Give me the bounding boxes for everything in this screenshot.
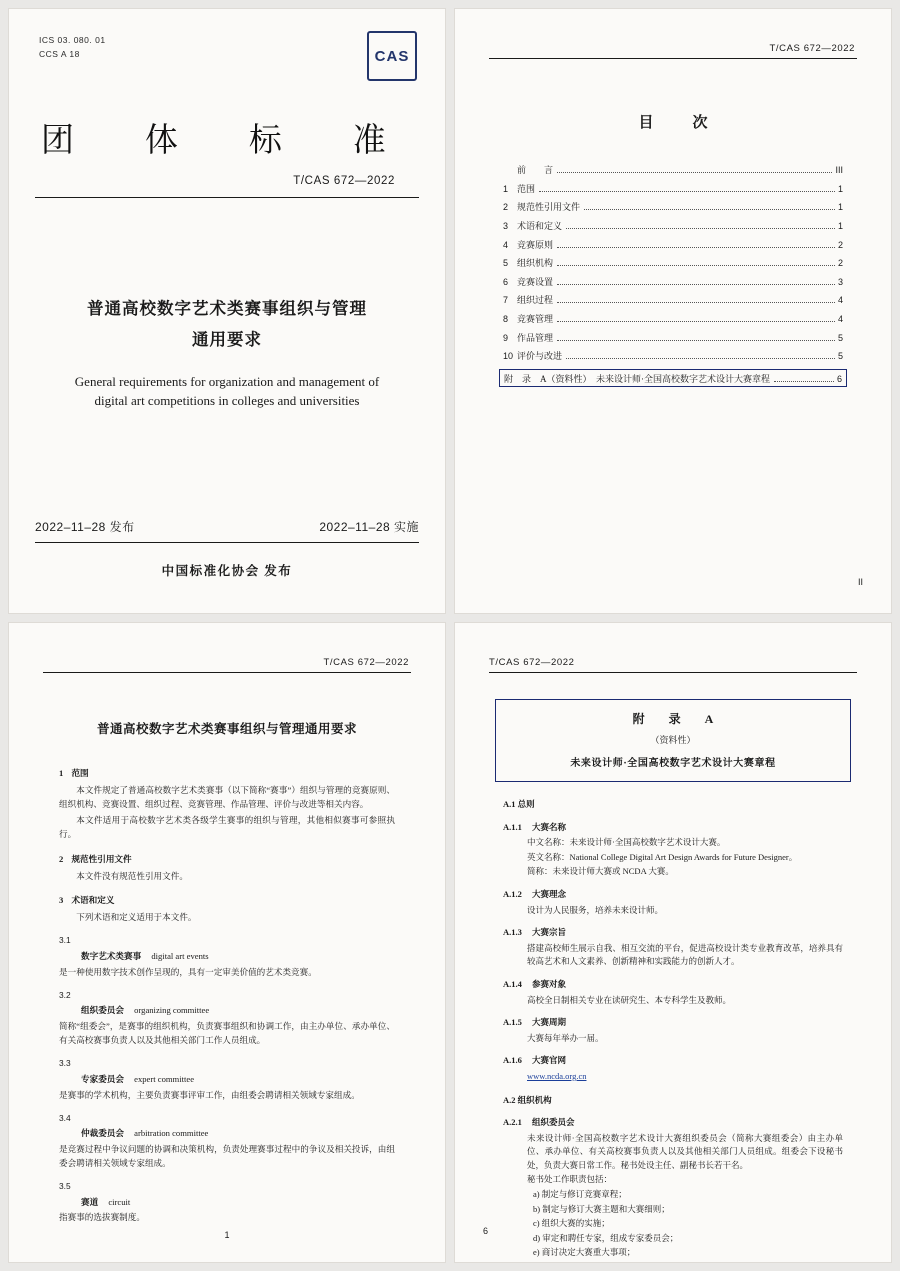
toc-label: 附 录 A（资料性） 未来设计师·全国高校数字艺术设计大赛章程 xyxy=(504,374,770,385)
annex-clause-number: A.1 xyxy=(503,799,516,809)
paragraph: 下列术语和定义适用于本文件。 xyxy=(76,912,197,923)
annex-subheading xyxy=(503,1054,843,1068)
annex-clause-title: 总则 xyxy=(517,799,535,809)
standard-number: T/CAS 672—2022 xyxy=(293,174,395,187)
cas-logo-icon xyxy=(367,31,417,81)
toc-label: 评价与改进 xyxy=(517,351,563,362)
toc-number: 1 xyxy=(503,183,509,194)
toc-leader xyxy=(557,315,835,322)
en-title-line-1: General requirements for organization and management of xyxy=(74,373,380,389)
clause-heading xyxy=(59,894,395,908)
list-item xyxy=(533,1188,843,1202)
list-item[interactable] xyxy=(503,164,843,176)
clause-title: 范围 xyxy=(71,768,89,778)
term-number: 3.1 xyxy=(59,935,71,946)
annex-heading xyxy=(503,798,843,812)
toc-leader xyxy=(557,241,835,248)
toc-page-number: 1 xyxy=(837,202,843,213)
annex-subheading xyxy=(503,1016,843,1030)
list-item[interactable] xyxy=(503,201,843,213)
annex-subheading xyxy=(503,1116,843,1130)
cas-logo-label: CAS xyxy=(374,47,410,65)
annex-subheading xyxy=(503,926,843,940)
toc-page-number: 2 xyxy=(837,258,843,269)
header-divider xyxy=(489,58,857,59)
term-name xyxy=(81,1196,395,1210)
title-divider xyxy=(35,197,419,199)
list-item xyxy=(533,1232,843,1246)
list-text: 制定与修订大赛主题和大赛细则； xyxy=(542,1203,670,1214)
paragraph: 高校全日制相关专业在读研究生、本专科学生及教师。 xyxy=(527,994,732,1005)
clause-number: 1 xyxy=(59,768,64,778)
paragraph: 本文件适用于高校数字艺术类各级学生赛事的组织与管理，其他相似赛事可参照执行。 xyxy=(59,814,395,839)
annex-clause-number: A.1.4 xyxy=(503,978,522,989)
toc-page-number: 1 xyxy=(837,220,843,231)
paragraph: 大赛每年举办一届。 xyxy=(527,1032,604,1043)
toc-page-number: 5 xyxy=(837,332,843,343)
page-number: II xyxy=(857,577,863,587)
toc-label: 组织机构 xyxy=(517,258,554,269)
list-item[interactable] xyxy=(504,373,842,385)
page-title xyxy=(41,114,419,161)
annex-clause-title: 大赛周期 xyxy=(532,1017,567,1028)
paragraph: 秘书处工作职责包括： xyxy=(527,1174,613,1185)
annex-item-list xyxy=(533,1188,843,1260)
list-item[interactable] xyxy=(503,313,843,325)
toc-number: 9 xyxy=(503,332,509,343)
list-marker: e) xyxy=(533,1247,540,1258)
header-divider xyxy=(489,672,857,673)
toc-number: 7 xyxy=(503,295,509,306)
term-name xyxy=(81,1127,395,1141)
page-title: 普通高校数字艺术类赛事组织与管理通用要求 xyxy=(96,722,357,736)
clause-heading xyxy=(59,767,395,781)
term-name-en: circuit xyxy=(108,1196,131,1207)
toc-label: 组织过程 xyxy=(517,295,554,306)
clause-title: 术语和定义 xyxy=(71,895,115,906)
term-name-en: organizing committee xyxy=(134,1005,210,1016)
toc-number: 6 xyxy=(503,276,509,287)
cn-title-line-1: 普通高校数字艺术类赛事组织与管理 xyxy=(87,299,367,319)
annex-heading xyxy=(503,1094,843,1108)
publication-divider xyxy=(35,542,419,543)
annex-clause-number: A.1.3 xyxy=(503,927,522,938)
annex-clause-title: 组织委员会 xyxy=(532,1117,575,1128)
term-name-cn: 专家委员会 xyxy=(81,1073,124,1084)
toc-list xyxy=(503,164,843,387)
annex-subheading xyxy=(503,821,843,835)
annex-clause-title: 大赛理念 xyxy=(532,888,567,899)
term-name-cn: 赛道 xyxy=(81,1196,99,1207)
toc-leader xyxy=(557,166,832,173)
toc-leader xyxy=(566,352,835,359)
paragraph: 英文名称：National College Digital Art Design Awards for Future Designer。 xyxy=(527,851,798,862)
toc-leader xyxy=(566,222,835,229)
page-number: 6 xyxy=(483,1226,489,1236)
cn-title-line-2: 通用要求 xyxy=(192,329,262,349)
clause-title: 规范性引用文件 xyxy=(71,853,132,864)
annex-title-box xyxy=(495,699,851,782)
document-page-body xyxy=(8,622,446,1263)
clause-number: 2 xyxy=(59,853,64,864)
standard-english-title xyxy=(35,372,419,411)
ccs-line-2: CCS A 18 xyxy=(39,49,80,60)
list-marker: a) xyxy=(533,1189,540,1200)
annex-clause-number: A.1.1 xyxy=(503,821,522,832)
toc-page-number: 6 xyxy=(836,374,842,385)
toc-number: 4 xyxy=(503,239,509,250)
toc-leader xyxy=(774,375,834,382)
term-name xyxy=(81,950,395,964)
title-char-2: 体 xyxy=(144,122,186,159)
en-title-line-2: digital art competitions in colleges and universities xyxy=(94,393,360,408)
document-page-cover xyxy=(8,8,446,614)
toc-number: 2 xyxy=(503,202,509,213)
toc-label: 术语和定义 xyxy=(517,220,563,231)
list-text: 审定和聘任专家，组成专家委员会； xyxy=(542,1232,679,1243)
ics-line-1: ICS 03. 080. 01 xyxy=(39,35,106,45)
term-number: 3.2 xyxy=(59,989,71,1000)
term-name-cn: 仲裁委员会 xyxy=(81,1128,124,1139)
clause-heading xyxy=(59,853,395,867)
list-marker: d) xyxy=(533,1232,541,1243)
page-number: 1 xyxy=(224,1230,230,1240)
term-definition: 是一种使用数字技术创作呈现的，具有一定审美价值的艺术类竞赛。 xyxy=(59,966,317,977)
term-name-en: digital art events xyxy=(151,950,209,961)
annex-clause-title: 大赛官网 xyxy=(532,1055,567,1066)
paragraph: 简称：未来设计师大赛或 NCDA 大赛。 xyxy=(527,866,674,877)
list-item[interactable] xyxy=(503,276,843,288)
annex-clause-title: 参赛对象 xyxy=(532,978,567,989)
toc-leader xyxy=(557,296,835,303)
page-header: T/CAS 672—2022 xyxy=(769,43,855,54)
list-item xyxy=(533,1246,843,1260)
term-definition: 指赛事的选拔赛制度。 xyxy=(59,1212,145,1223)
toc-label: 作品管理 xyxy=(517,332,554,343)
toc-leader xyxy=(584,203,835,210)
list-text: 组织大赛的实施； xyxy=(541,1218,610,1229)
annex-type: （资料性） xyxy=(650,735,696,745)
term-number: 3.4 xyxy=(59,1112,71,1123)
title-char-4: 准 xyxy=(352,122,393,159)
toc-label: 竞赛设置 xyxy=(517,276,554,287)
annex-subheading xyxy=(503,978,843,992)
document-page-annex xyxy=(454,622,892,1263)
toc-number: 10 xyxy=(503,351,514,362)
list-item[interactable] xyxy=(503,220,843,232)
annex-label: 附 录 A xyxy=(632,712,720,726)
list-item[interactable] xyxy=(503,294,843,306)
toc-number: 5 xyxy=(503,258,509,269)
page-header: T/CAS 672—2022 xyxy=(489,657,575,668)
toc-leader xyxy=(557,278,835,285)
term-name-cn: 组织委员会 xyxy=(81,1005,124,1016)
toc-label: 前 言 xyxy=(517,165,554,175)
toc-number: 8 xyxy=(503,314,509,325)
competition-website-link[interactable]: www.ncda.org.cn xyxy=(527,1070,587,1081)
list-text: 制定与修订竞赛章程； xyxy=(541,1189,627,1200)
term-definition: 是竞赛过程中争议问题的协调和决策机构，负责处理赛事过程中的争议及相关投诉，由组委会聘请相关领域专家组成。 xyxy=(59,1144,395,1169)
publish-date: 2022–11–28 发布 xyxy=(35,520,135,534)
issuer-name: 中国标准化协会 发布 xyxy=(161,564,293,578)
publication-dates xyxy=(35,518,419,535)
list-marker: c) xyxy=(533,1218,540,1229)
body-content xyxy=(59,767,395,1225)
list-item[interactable] xyxy=(503,332,843,344)
clause-number: 3 xyxy=(59,895,64,906)
term-definition: 简称“组委会”，是赛事的组织机构，负责赛事组织和协调工作，由主办单位、承办单位、有关高校赛事负责人以及其他相关部门工作人员组成。 xyxy=(59,1021,395,1046)
list-item xyxy=(533,1203,843,1217)
toc-page-number: 5 xyxy=(837,351,843,362)
annex-title: 未来设计师·全国高校数字艺术设计大赛章程 xyxy=(570,758,776,769)
toc-leader xyxy=(539,185,835,192)
toc-title: 目 次 xyxy=(638,115,720,131)
title-char-1: 团 xyxy=(41,122,82,159)
toc-number: 3 xyxy=(503,220,509,231)
standard-chinese-title xyxy=(35,294,419,355)
paragraph: 未来设计师·全国高校数字艺术设计大赛组织委员会（简称大赛组委会）由主办单位、承办单位、有关高校赛事负责人以及其他相关部门人员组成。组委会下设秘书处，负责大赛日常工作。秘书处设主任、副秘书长若干名。 xyxy=(527,1132,843,1170)
title-char-3: 标 xyxy=(248,122,290,159)
paragraph: 中文名称：未来设计师·全国高校数字艺术设计大赛。 xyxy=(527,837,726,848)
toc-leader xyxy=(557,259,835,266)
paragraph: 设计为人民服务，培养未来设计师。 xyxy=(527,904,664,915)
term-name-cn: 数字艺术类赛事 xyxy=(81,950,142,961)
toc-page-number: 3 xyxy=(837,276,843,287)
toc-page-number: 2 xyxy=(837,239,843,250)
annex-subheading xyxy=(503,888,843,902)
annex-clause-title: 大赛名称 xyxy=(532,821,567,832)
toc-label: 规范性引用文件 xyxy=(517,202,581,213)
list-marker: b) xyxy=(533,1203,541,1214)
toc-label: 竞赛原则 xyxy=(517,239,554,250)
list-item[interactable] xyxy=(503,350,843,362)
toc-page-number: 4 xyxy=(837,295,843,306)
annex-content xyxy=(503,798,843,1260)
annex-clause-number: A.1.6 xyxy=(503,1055,522,1066)
term-name xyxy=(81,1004,395,1018)
term-name-en: arbitration committee xyxy=(134,1128,209,1139)
ics-block xyxy=(39,33,419,62)
header-divider xyxy=(43,672,411,673)
annex-clause-number: A.1.5 xyxy=(503,1017,522,1028)
toc-label: 竞赛管理 xyxy=(517,314,554,325)
list-item[interactable] xyxy=(503,257,843,269)
list-item[interactable] xyxy=(503,239,843,251)
toc-highlighted-entry[interactable] xyxy=(499,369,847,387)
implement-date: 2022–11–28 实施 xyxy=(319,520,419,534)
paragraph: 本文件规定了普通高校数字艺术类赛事（以下简称“赛事”）组织与管理的竞赛原则、组织机构、竞赛设置、组织过程、竞赛管理、作品管理、评价与改进等相关内容。 xyxy=(59,784,395,809)
term-name-en: expert committee xyxy=(134,1073,195,1084)
toc-page-number: 1 xyxy=(837,183,843,194)
list-item[interactable] xyxy=(503,183,843,195)
term-name xyxy=(81,1073,395,1087)
term-number: 3.5 xyxy=(59,1180,71,1191)
toc-page-number: III xyxy=(835,165,843,175)
page-header: T/CAS 672—2022 xyxy=(323,657,409,668)
list-item xyxy=(533,1217,843,1231)
toc-label: 范围 xyxy=(517,183,536,194)
paragraph: 本文件没有规范性引用文件。 xyxy=(76,870,188,881)
annex-clause-title: 组织机构 xyxy=(517,1094,552,1105)
toc-leader xyxy=(557,334,835,341)
paragraph: 搭建高校师生展示自我、相互交流的平台，促进高校设计类专业教育改革，培养具有较高艺术和人文素养、创新精神和实践能力的创新人才。 xyxy=(527,942,843,967)
document-page-toc xyxy=(454,8,892,614)
term-definition: 是赛事的学术机构，主要负责赛事评审工作，由组委会聘请相关领域专家组成。 xyxy=(59,1089,360,1100)
annex-clause-number: A.1.2 xyxy=(503,888,522,899)
list-text: 商讨决定大赛重大事项； xyxy=(541,1247,636,1258)
annex-clause-number: A.2 xyxy=(503,1094,516,1105)
annex-clause-title: 大赛宗旨 xyxy=(532,927,567,938)
annex-clause-number: A.2.1 xyxy=(503,1117,522,1128)
toc-page-number: 4 xyxy=(837,314,843,325)
term-number: 3.3 xyxy=(59,1058,71,1069)
